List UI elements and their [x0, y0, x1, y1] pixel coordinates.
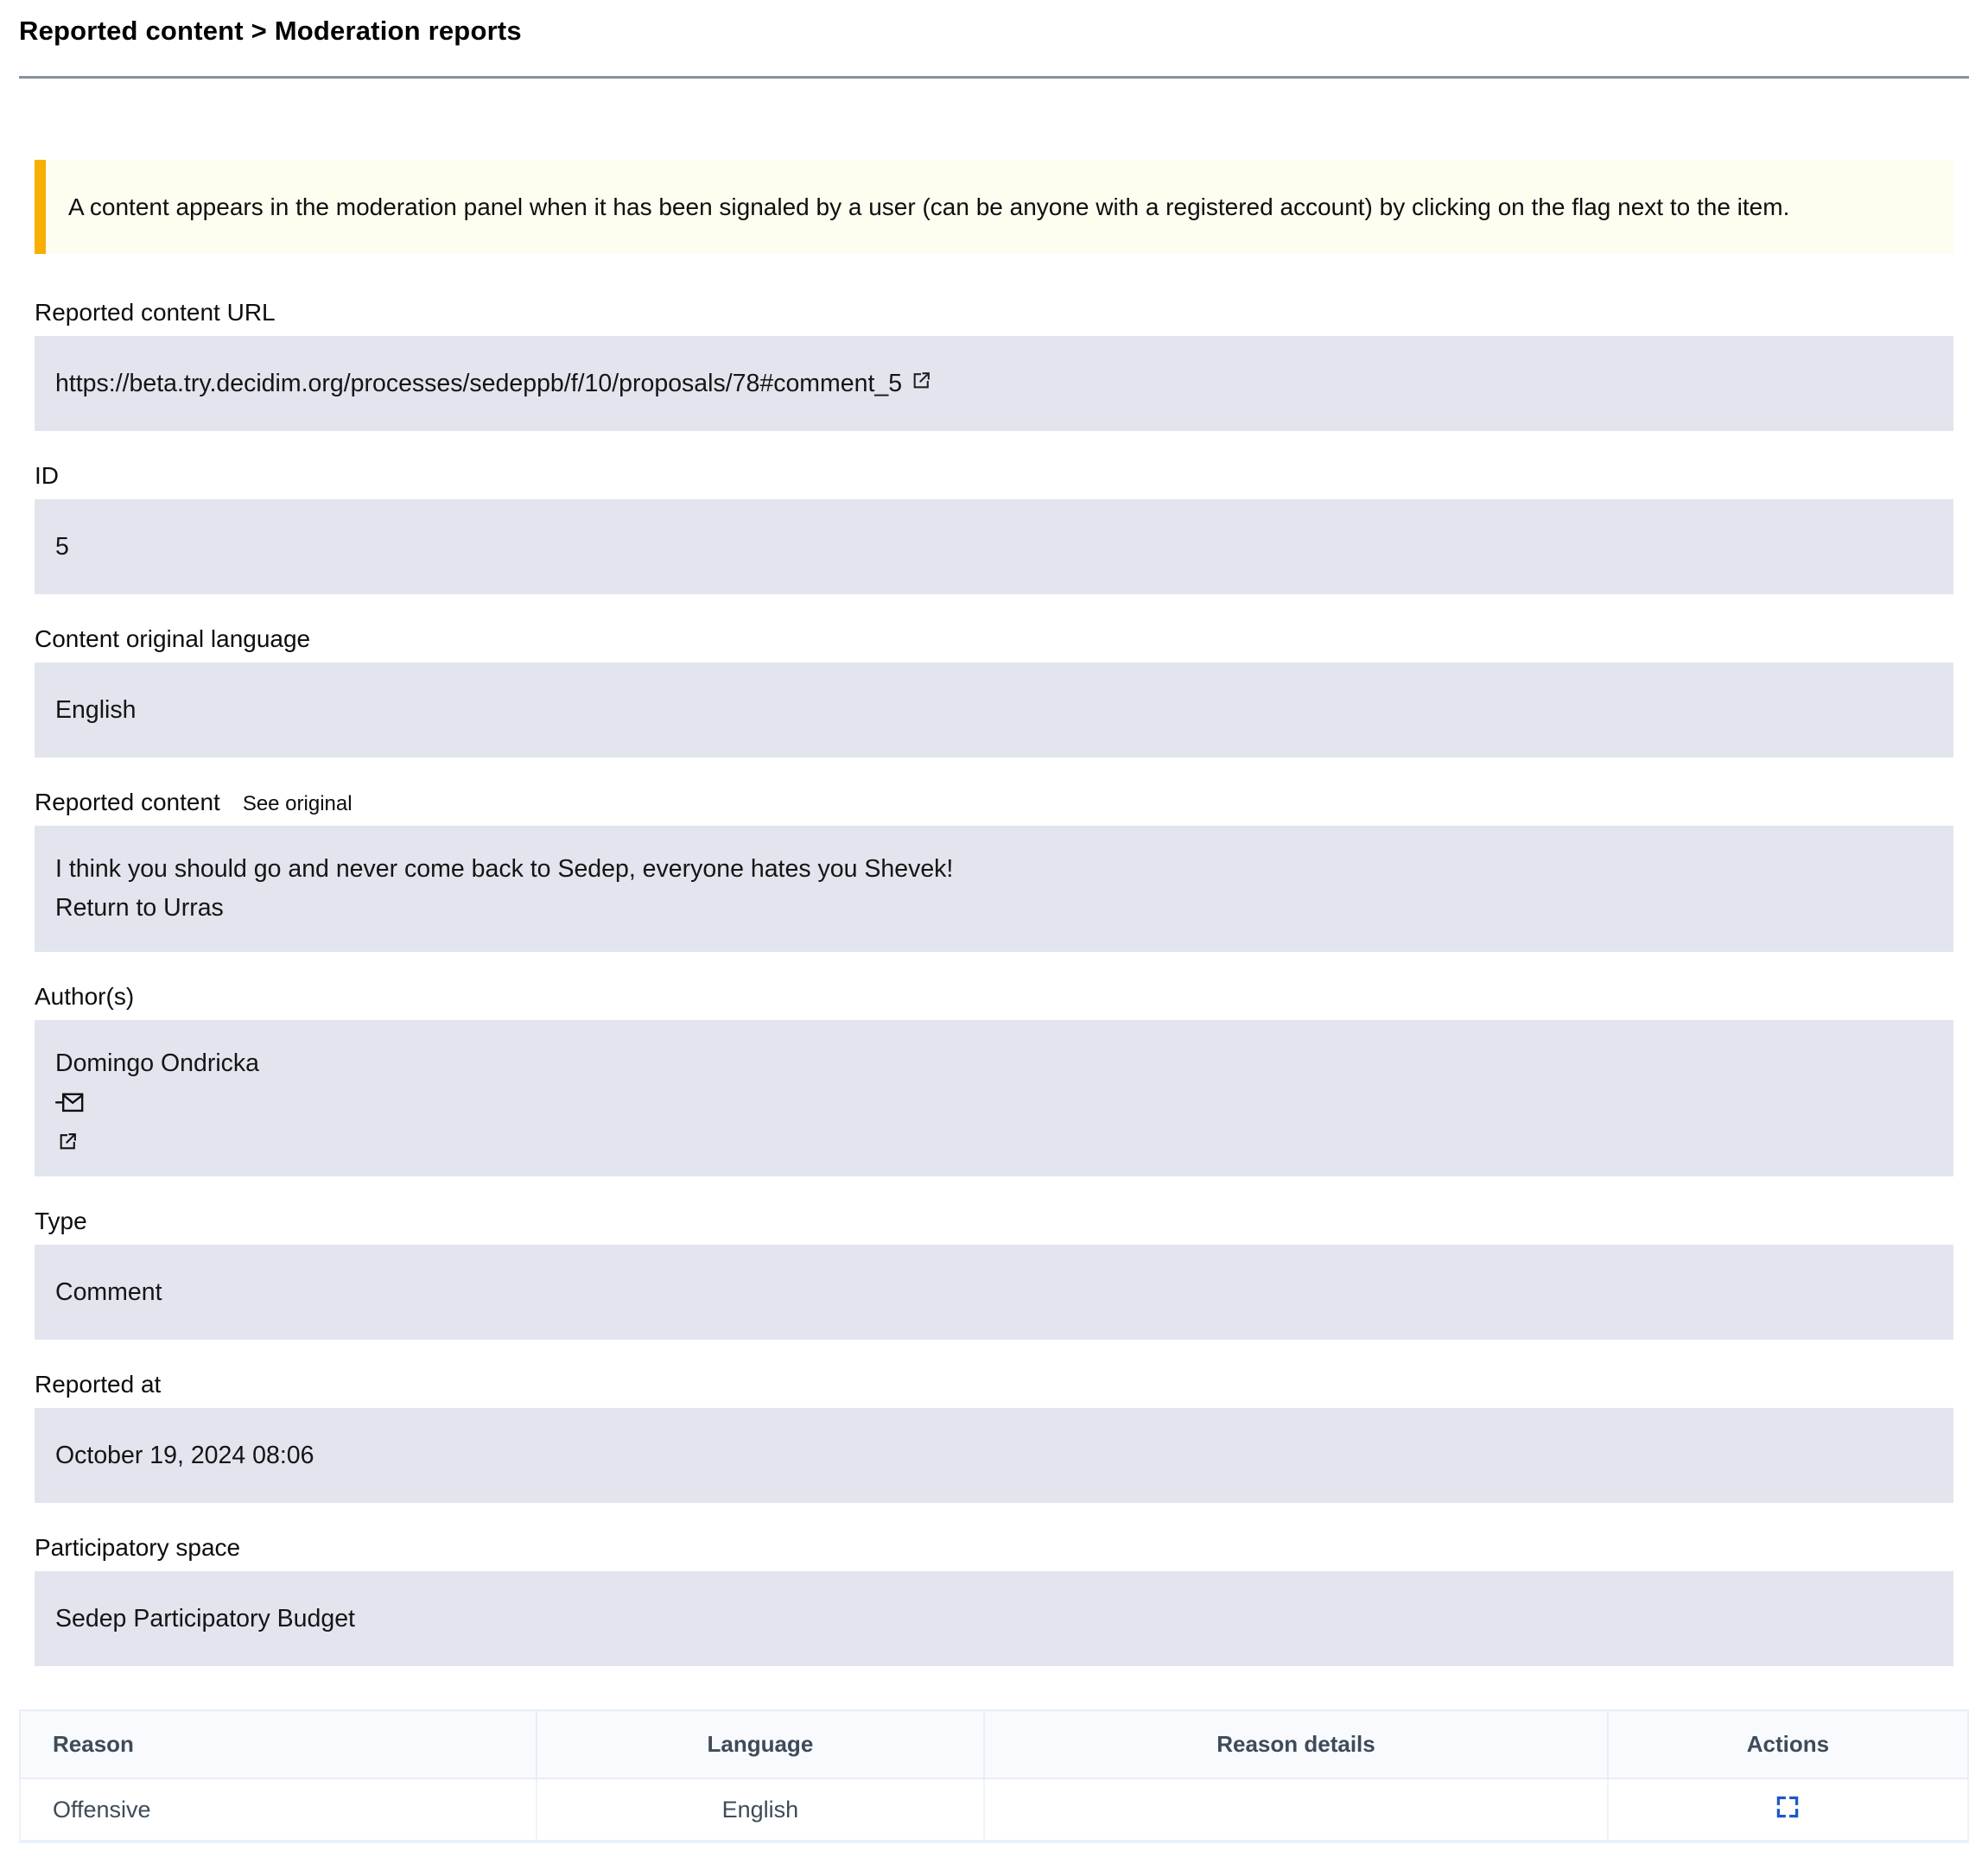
- author-contact-row: [55, 1087, 1933, 1117]
- field-reported-content: [35, 789, 1953, 952]
- participatory-space-box: [35, 1571, 1953, 1666]
- field-type: [35, 1208, 1953, 1340]
- actions-cell: [1608, 1778, 1968, 1842]
- expand-icon[interactable]: [1775, 1794, 1801, 1820]
- title-divider: [19, 76, 1969, 79]
- language-cell: English: [537, 1778, 985, 1842]
- reported-content-url-label: Reported content URL: [35, 299, 276, 326]
- reports-table-container: [19, 1709, 1969, 1864]
- reported-content-url-value: https://beta.try.decidim.org/processes/sedeppb/f/10/proposals/78#comment_5: [55, 369, 903, 397]
- external-link-icon[interactable]: [57, 1131, 79, 1152]
- page-title: Reported content > Moderation reports: [19, 16, 522, 46]
- id-value: 5: [55, 532, 69, 561]
- type-box: [35, 1245, 1953, 1340]
- original-language-box: [35, 663, 1953, 758]
- reports-table: [19, 1709, 1969, 1843]
- reported-at-value: October 19, 2024 08:06: [55, 1441, 314, 1469]
- reported-content-url-box: [35, 336, 1953, 431]
- reported-content-label: Reported content: [35, 789, 220, 815]
- language-column-header: Language: [537, 1710, 985, 1778]
- field-original-language: [35, 625, 1953, 758]
- mail-send-icon[interactable]: [55, 1087, 85, 1117]
- reports-table-header-row: [20, 1710, 1968, 1778]
- reported-content-label-row: [35, 789, 1953, 816]
- reason-details-column-header: Reason details: [984, 1710, 1608, 1778]
- reason-cell: Offensive: [20, 1778, 537, 1842]
- reported-content-url-link[interactable]: [55, 370, 932, 398]
- authors-box: [35, 1020, 1953, 1176]
- reason-details-cell: [984, 1778, 1608, 1842]
- type-value: Comment: [55, 1278, 162, 1306]
- participatory-space-label: Participatory space: [35, 1534, 241, 1561]
- field-reported-at: [35, 1371, 1953, 1503]
- reported-content-line: I think you should go and never come back to Sedep, everyone hates you Shevek!: [55, 855, 954, 883]
- see-original-link[interactable]: See original: [242, 792, 353, 815]
- field-participatory-space: [35, 1534, 1953, 1666]
- author-name: Domingo Ondricka: [55, 1049, 260, 1077]
- table-row: [20, 1778, 1968, 1842]
- report-fields: [0, 299, 1988, 1666]
- original-language-label: Content original language: [35, 625, 311, 652]
- type-label: Type: [35, 1208, 87, 1234]
- reason-column-header: Reason: [20, 1710, 537, 1778]
- author-profile-row: [57, 1131, 1933, 1152]
- reported-content-line: Return to Urras: [55, 894, 224, 922]
- id-box: [35, 499, 1953, 594]
- moderation-info-callout: [35, 160, 1953, 254]
- reported-content-box: [35, 826, 1953, 952]
- id-label: ID: [35, 462, 59, 489]
- reported-at-box: [35, 1408, 1953, 1503]
- callout-text: A content appears in the moderation panel when it has been signaled by a user (can be anyone with a registered account) by clicking on the flag next to the item.: [68, 193, 1790, 220]
- field-authors: [35, 983, 1953, 1176]
- field-id: [35, 462, 1953, 594]
- participatory-space-value: Sedep Participatory Budget: [55, 1604, 355, 1633]
- original-language-value: English: [55, 695, 137, 724]
- authors-label: Author(s): [35, 983, 135, 1010]
- field-reported-content-url: [35, 299, 1953, 431]
- actions-column-header: Actions: [1608, 1710, 1968, 1778]
- external-link-icon: [911, 370, 932, 398]
- reported-at-label: Reported at: [35, 1371, 162, 1398]
